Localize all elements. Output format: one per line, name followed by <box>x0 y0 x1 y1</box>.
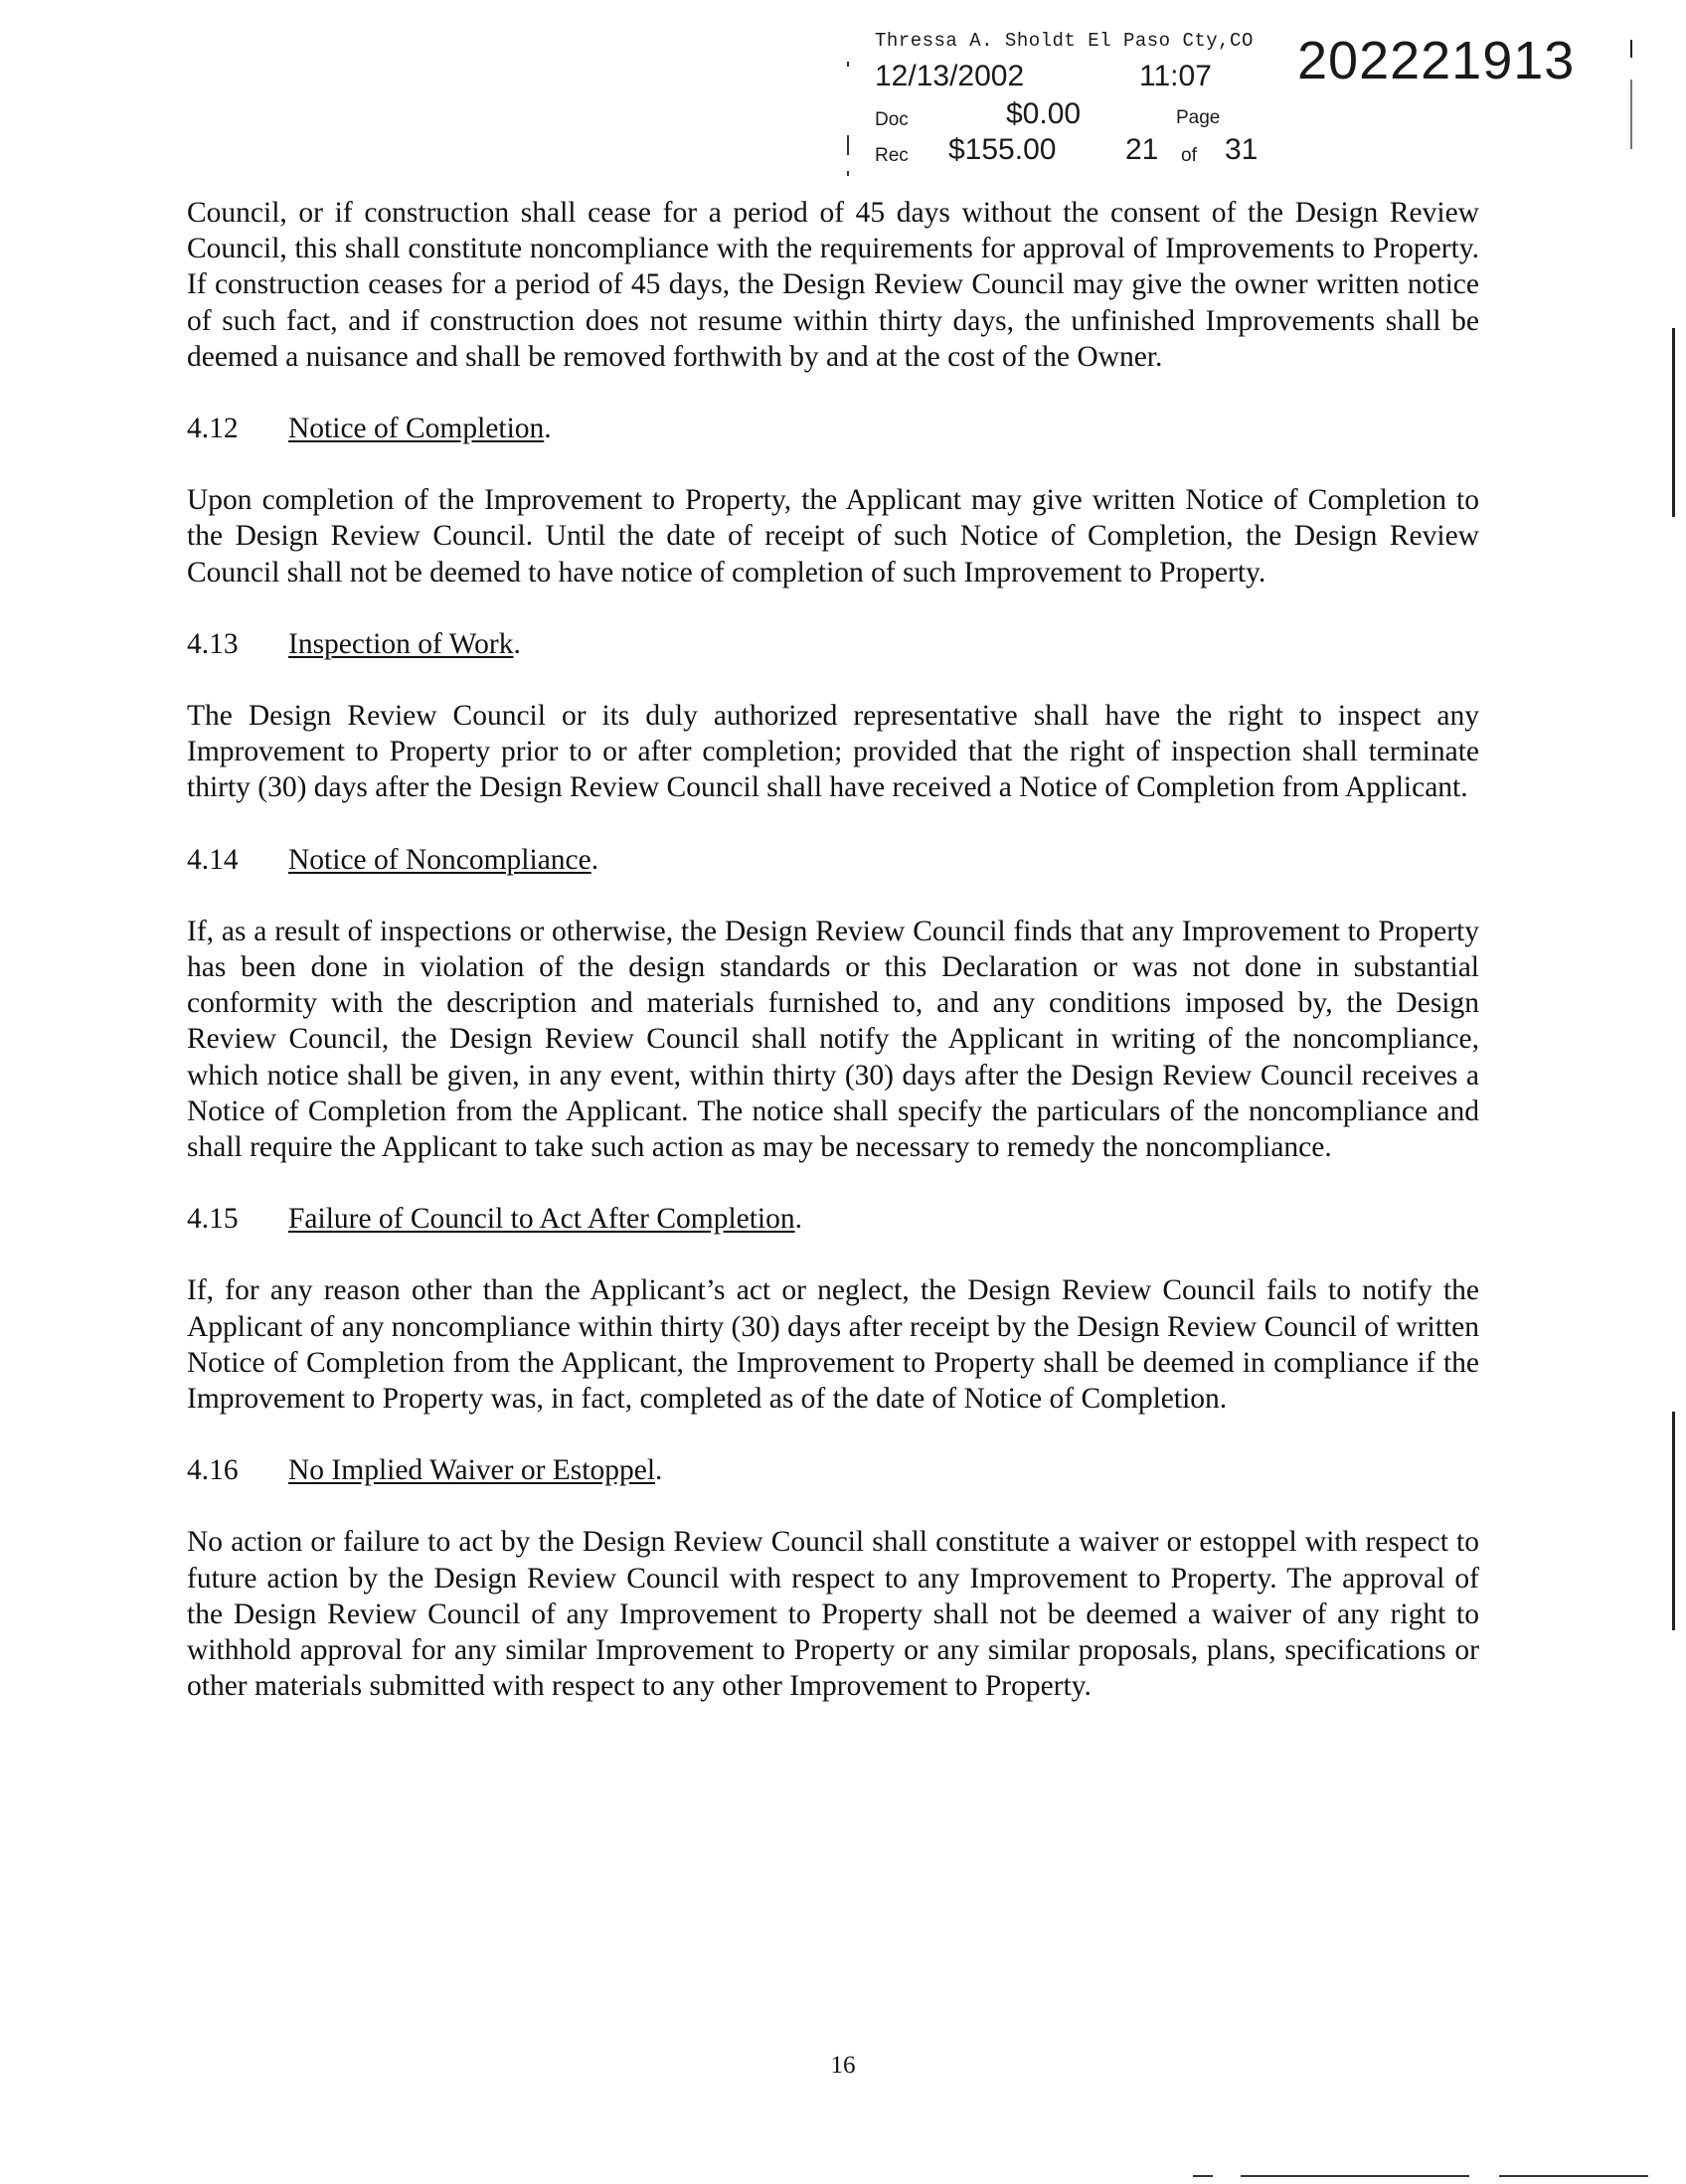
edge-mark <box>1630 40 1632 58</box>
section-title: Inspection of Work <box>288 627 514 660</box>
scan-rule <box>1499 2175 1648 2177</box>
section-paragraph: Upon completion of the Improvement to Property, the Applicant may give written Notice of Completion to the Design Review Council. Until the date of receipt of such Notice of Completion, the Design Review Council shall not be deemed to have notice of completion of such Improvement to Property. <box>187 484 1479 588</box>
scan-rule <box>1241 2175 1469 2177</box>
page-current: 21 <box>1125 133 1159 166</box>
scan-rule <box>1193 2175 1213 2177</box>
rec-fee: $155.00 <box>948 133 1057 166</box>
section-heading: 4.12 Notice of Completion. <box>187 411 1479 446</box>
section-number: 4.13 <box>187 627 239 660</box>
scan-mark <box>847 171 849 176</box>
recording-time: 11:07 <box>1139 60 1212 92</box>
section-heading: 4.15 Failure of Council to Act After Completion. <box>187 1201 1479 1237</box>
recorder-stamp <box>875 30 1591 179</box>
edge-mark <box>1672 1412 1675 1630</box>
section-paragraph: The Design Review Council or its duly authorized representative shall have the right to inspect any Improvement to Property prior to or after completion; provided that the right of inspection shall terminate thirty (30) days after the Design Review Council shall have received a Notice of Completion from Applicant. <box>187 700 1479 804</box>
recorder-name: Thressa A. Sholdt El Paso Cty,CO <box>875 30 1254 52</box>
intro-paragraph: Council, or if construction shall cease for a period of 45 days without the consent of the Design Review Council, this shall constitute noncompliance with the requirements for approval of Improvements to Property. If construction ceases for a period of 45 days, the Design Review Council may give the owner written notice of such fact, and if construction does not resume within thirty days, the unfinished Improvements shall be deemed a nuisance and shall be removed forthwith by and at the cost of the Owner. <box>187 197 1479 373</box>
section-number: 4.15 <box>187 1203 239 1236</box>
section-heading: 4.16 No Implied Waiver or Estoppel. <box>187 1452 1479 1488</box>
section-number: 4.14 <box>187 843 239 876</box>
section-title: Notice of Noncompliance <box>288 843 591 876</box>
page-total: 31 <box>1225 133 1259 166</box>
doc-label: Doc <box>875 109 909 130</box>
section-heading: 4.13 Inspection of Work. <box>187 626 1479 662</box>
document-body <box>187 195 1479 1741</box>
page-number: 16 <box>830 2052 856 2079</box>
rec-label: Rec <box>875 145 909 166</box>
section-paragraph: No action or failure to act by the Design Review Council shall constitute a waiver or estoppel with respect to future action by the Design Review Council with respect to any Improvement to Property. The approval of the Design Review Council of any Improvement to Property shall not be deemed a waiver of any right to withhold approval for any similar Improvement to Property or any similar proposals, plans, specifications or other materials submitted with respect to any other Improvement to Property. <box>187 1526 1479 1703</box>
section-title: Notice of Completion <box>288 413 545 445</box>
section-title: Failure of Council to Act After Completion <box>288 1203 795 1236</box>
section-heading: 4.14 Notice of Noncompliance. <box>187 842 1479 878</box>
scan-mark <box>847 62 849 67</box>
edge-mark <box>1630 80 1632 149</box>
document-number: 202221913 <box>1297 31 1576 90</box>
of-label: of <box>1181 145 1197 166</box>
page-label: Page <box>1176 107 1221 128</box>
section-paragraph: If, as a result of inspections or otherwise, the Design Review Council finds that any Improvement to Property has been done in violation of the design standards or this Declaration or was not done in substantial conformity with the description and materials furnished to, and any conditions imposed by, the Design Review Council, the Design Review Council shall notify the Applicant in writing of the noncompliance, which notice shall be given, in any event, within thirty (30) days after the Design Review Council receives a Notice of Completion from the Applicant. The notice shall specify the particulars of the noncompliance and shall require the Applicant to take such action as may be necessary to remedy the noncompliance. <box>187 915 1479 1164</box>
doc-fee: $0.00 <box>1006 97 1082 130</box>
recording-date: 12/13/2002 <box>875 60 1025 92</box>
scan-mark <box>847 135 849 155</box>
edge-mark <box>1672 328 1675 517</box>
section-number: 4.16 <box>187 1454 239 1487</box>
section-paragraph: If, for any reason other than the Applicant’s act or neglect, the Design Review Council fails to notify the Applicant of any noncompliance within thirty (30) days after receipt by the Design Review Council of written Notice of Completion from the Applicant, the Improvement to Property shall be deemed in compliance if the Improvement to Property was, in fact, completed as of the date of Notice of Completion. <box>187 1274 1479 1416</box>
section-title: No Implied Waiver or Estoppel <box>288 1454 656 1487</box>
section-number: 4.12 <box>187 413 239 445</box>
